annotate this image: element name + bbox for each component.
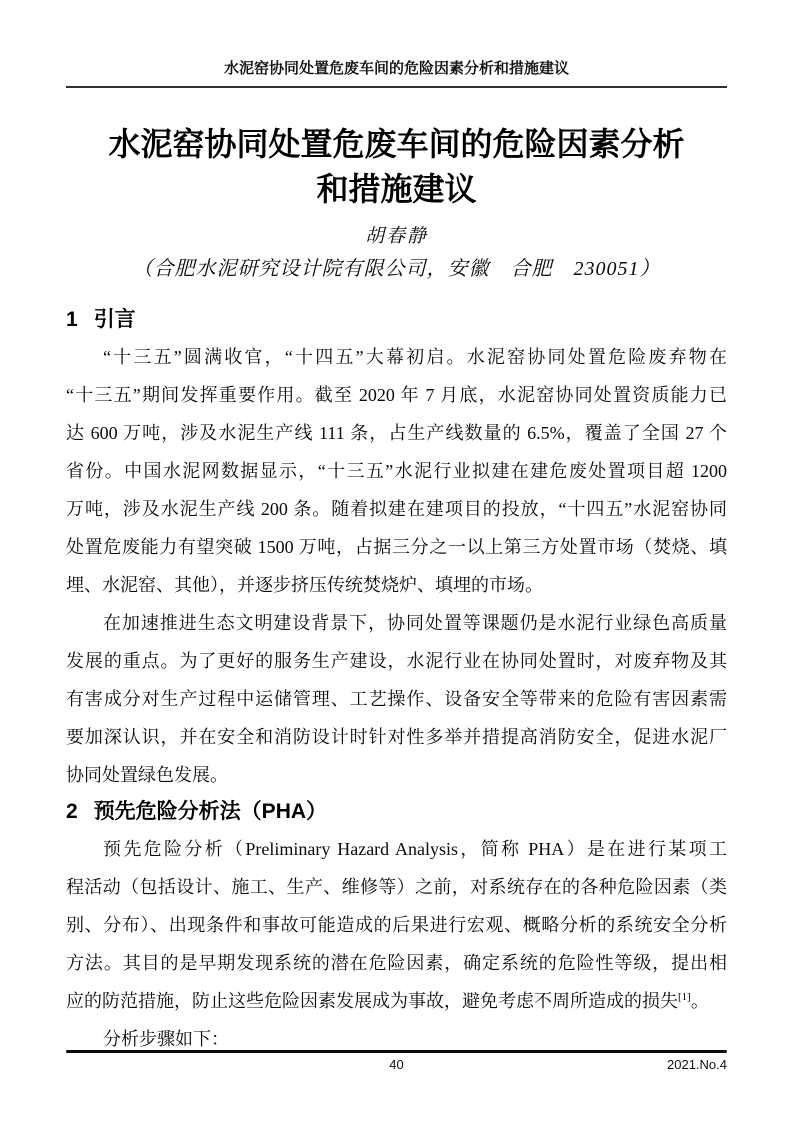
author-name: 胡春静 — [364, 226, 428, 247]
section-2-heading — [66, 796, 727, 828]
text-line-with-footnote — [66, 982, 727, 1020]
article-title-line-2: 和措施建议 — [316, 171, 477, 207]
section-1-number: 1 — [66, 308, 78, 331]
text-line: “十三五”期间发挥重要作用。截至 2020 年 7 月底，水泥窑协同处置资质能力已 — [66, 385, 727, 405]
text-line: 在加速推进生态文明建设背景下，协同处置等课题仍是水泥行业绿色高质量 — [103, 613, 727, 633]
page-number: 40 — [389, 1057, 404, 1072]
paragraph-intro-1 — [66, 338, 727, 604]
text-line: 程活动（包括设计、施工、生产、维修等）之前，对系统存在的各种危险因素（类 — [66, 877, 727, 897]
page-footer — [66, 1050, 727, 1074]
issue-number: 2021.No.4 — [667, 1057, 727, 1072]
running-header-title: 水泥窑协同处置危废车间的危险因素分析和措施建议 — [223, 60, 569, 77]
text-segment: 应的防范措施，防止这些危险因素发展成为事故，避免考虑不周所造成的损失 — [66, 991, 678, 1011]
page-content — [66, 58, 727, 1058]
text-line: 别、分布）、出现条件和事故可能造成的后果进行宏观、概略分析的系统安全分析 — [66, 915, 727, 935]
text-line: 省份。中国水泥网数据显示，“十三五”水泥行业拟建在建危废处置项目超 1200 — [66, 461, 727, 481]
text-line: 埋、水泥窑、其他），并逐步挤压传统焚烧炉、填埋的市场。 — [66, 575, 543, 595]
text-line: 发展的重点。为了更好的服务生产建设，水泥行业在协同处置时，对废弃物及其 — [66, 651, 727, 671]
text-line: 达 600 万吨，涉及水泥生产线 111 条，占生产线数量的 6.5%，覆盖了全国 27 个 — [66, 423, 727, 443]
footer-row — [66, 1056, 727, 1074]
footnote-reference: [1] — [678, 991, 691, 1003]
text-line: 分析步骤如下： — [103, 1029, 229, 1049]
text-line: “十三五”圆满收官，“十四五”大幕初启。水泥窑协同处置危险废弃物在 — [103, 347, 727, 367]
text-segment: 。 — [690, 991, 709, 1011]
paragraph-pha — [66, 830, 727, 1020]
text-line: 万吨，涉及水泥生产线 200 条。随着拟建在建项目的投放，“十四五”水泥窑协同 — [66, 499, 727, 519]
header-rule — [66, 86, 727, 88]
article-title — [66, 122, 727, 212]
section-2-title: 预先危险分析法（PHA） — [93, 800, 328, 823]
text-line: 预先危险分析（Preliminary Hazard Analysis，简称 PHA）是在进行某项工 — [103, 839, 727, 859]
footer-rule — [66, 1050, 727, 1053]
author-affiliation: （合肥水泥研究设计院有限公司，安徽 合肥 230051） — [132, 258, 661, 280]
text-line: 协同处置绿色发展。 — [66, 765, 228, 785]
article-title-line-1: 水泥窑协同处置危废车间的危险因素分析 — [108, 126, 685, 162]
text-line: 要加深认识，并在安全和消防设计时针对性多举并措提高消防安全，促进水泥厂 — [66, 727, 727, 747]
text-line: 有害成分对生产过程中运储管理、工艺操作、设备安全等带来的危险有害因素需 — [66, 689, 727, 709]
text-line: 方法。其目的是早期发现系统的潜在危险因素，确定系统的危险性等级，提出相 — [66, 953, 727, 973]
paragraph-intro-2 — [66, 604, 727, 794]
section-2-number: 2 — [66, 800, 78, 823]
section-1-title: 引言 — [93, 308, 136, 331]
text-line: 处置危废能力有望突破 1500 万吨，占据三分之一以上第三方处置市场（焚烧、填 — [66, 537, 727, 557]
section-1-heading — [66, 304, 727, 336]
